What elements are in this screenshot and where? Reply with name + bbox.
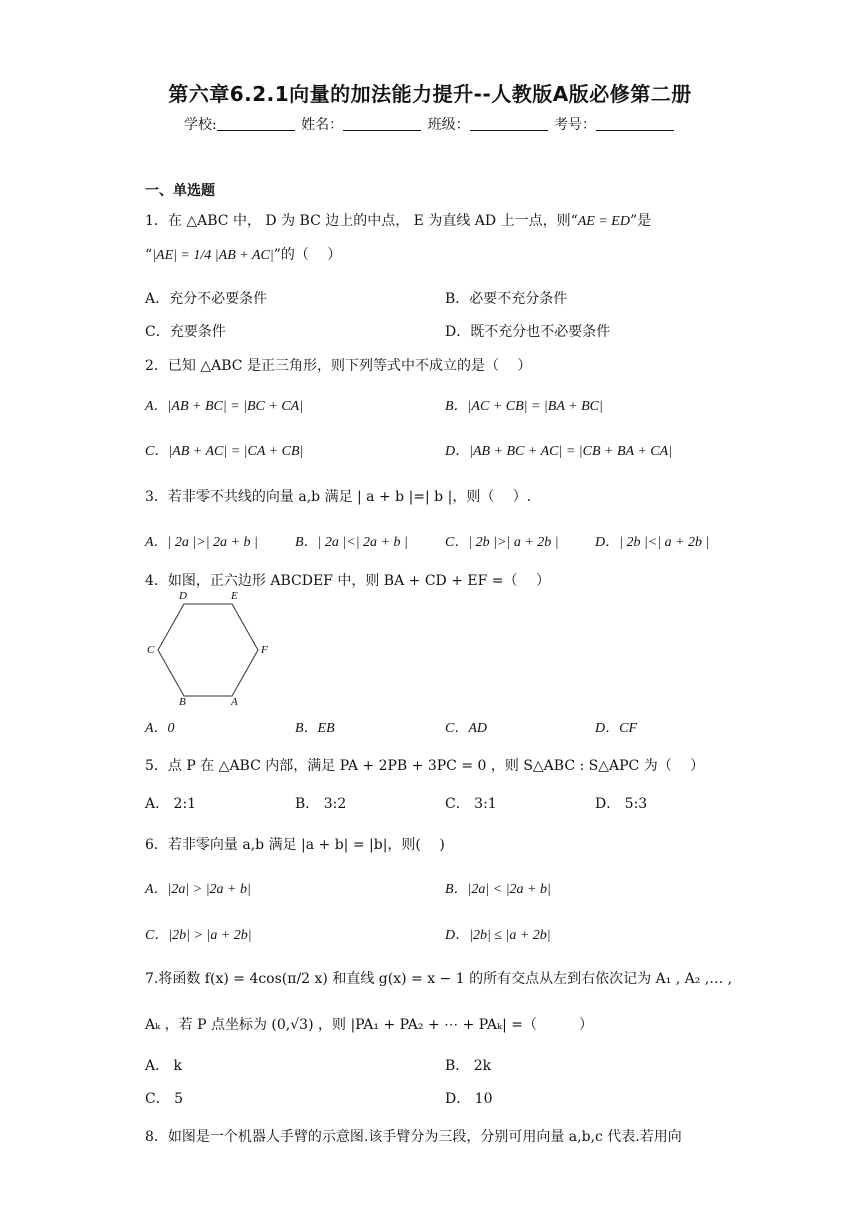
hexagon-figure — [145, 590, 275, 710]
hex-label-d: D — [179, 590, 187, 602]
q1-line2 — [145, 244, 341, 264]
section-title: 一、单选题 — [145, 183, 215, 199]
q3-option-d[interactable]: D．| 2b |<| a + 2b | — [595, 535, 710, 550]
q5-option-a[interactable]: A． 2:1 — [145, 796, 197, 812]
q1-line2-end: ”的（ ） — [273, 247, 342, 263]
page-title: 第六章6.2.1向量的加法能力提升--人教版A版必修第二册 — [168, 82, 692, 106]
q1-line1-text: 1．在 △ABC 中， D 为 BC 边上的中点， E 为直线 AD 上一点，则“ — [145, 213, 578, 229]
q2-option-c[interactable]: C．|AB + AC| = |CA + CB| — [145, 444, 304, 459]
hex-label-b: B — [179, 696, 186, 708]
exam-no-blank[interactable] — [596, 116, 674, 131]
q7-line1: 7.将函数 f(x) = 4cos(π/2 x) 和直线 g(x) = x − 1 的所有交点从左到右依次记为 A₁ , A₂ ,… , — [145, 971, 733, 987]
hex-label-e: E — [231, 590, 238, 602]
q4-option-d[interactable]: D．CF — [595, 721, 637, 736]
q3-stem: 3．若非零不共线的向量 a,b 满足 | a + b |=| b |，则（ ）. — [145, 489, 532, 505]
q3-option-a[interactable]: A．| 2a |>| 2a + b | — [145, 535, 258, 550]
hex-label-a: A — [231, 696, 238, 708]
q5-stem: 5．点 P 在 △ABC 内部，满足 PA + 2PB + 3PC = 0 ，则 S△ABC : S△APC 为（ ） — [145, 758, 705, 774]
q3-option-c[interactable]: C．| 2b |>| a + 2b | — [445, 535, 559, 550]
q4-option-b[interactable]: B．EB — [295, 721, 335, 736]
name-label: 姓名： — [301, 117, 344, 133]
q4-option-c[interactable]: C．AD — [445, 721, 487, 736]
q7-line2: Aₖ ，若 P 点坐标为 (0,√3) ，则 |PA₁ + PA₂ + ⋯ + PAₖ| =（ ） — [145, 1017, 594, 1033]
q1-option-b[interactable]: B．必要不充分条件 — [445, 291, 568, 307]
q3-option-b[interactable]: B．| 2a |<| 2a + b | — [295, 535, 408, 550]
q4-option-a[interactable]: A．0 — [145, 721, 175, 736]
q7-option-a[interactable]: A． k — [145, 1058, 183, 1074]
q6-option-d[interactable]: D．|2b| ≤ |a + 2b| — [445, 928, 551, 943]
q7-option-c[interactable]: C． 5 — [145, 1091, 184, 1107]
q5-option-c[interactable]: C． 3:1 — [445, 796, 497, 812]
q1-line1-end: ”是 — [629, 213, 652, 229]
exam-no-label: 考号： — [554, 117, 597, 133]
q7-option-d[interactable]: D． 10 — [445, 1091, 493, 1107]
school-blank[interactable] — [217, 116, 295, 131]
q2-option-d[interactable]: D．|AB + BC + AC| = |CB + BA + CA| — [445, 444, 673, 459]
q6-option-a[interactable]: A．|2a| > |2a + b| — [145, 882, 251, 897]
class-blank[interactable] — [470, 116, 548, 131]
q1-option-d[interactable]: D．既不充分也不必要条件 — [445, 324, 611, 340]
q1-option-c[interactable]: C．充要条件 — [145, 324, 226, 340]
name-blank[interactable] — [343, 116, 421, 131]
q6-option-b[interactable]: B．|2a| < |2a + b| — [445, 882, 551, 897]
hex-label-c: C — [147, 644, 155, 656]
q1-option-a[interactable]: A．充分不必要条件 — [145, 291, 268, 307]
q1-cond1: AE = ED — [577, 214, 630, 229]
q7-option-b[interactable]: B． 2k — [445, 1058, 492, 1074]
q5-option-b[interactable]: B． 3:2 — [295, 796, 347, 812]
q2-option-a[interactable]: A．|AB + BC| = |BC + CA| — [145, 399, 304, 414]
hex-label-f: F — [261, 644, 268, 656]
student-info-line — [0, 114, 860, 134]
q8-stem: 8．如图是一个机器人手臂的示意图.该手臂分为三段，分别可用向量 a,b,c 代表.若用向 — [145, 1129, 682, 1145]
q6-stem: 6．若非零向量 a,b 满足 |a + b| = |b|，则( ) — [145, 837, 445, 853]
q1-cond2: |AE| = 1/4 |AB + AC| — [152, 248, 274, 263]
q6-option-c[interactable]: C．|2b| > |a + 2b| — [145, 928, 252, 943]
class-label: 班级： — [427, 117, 470, 133]
q1-line1 — [145, 210, 651, 230]
q2-stem: 2．已知 △ABC 是正三角形，则下列等式中不成立的是（ ） — [145, 358, 532, 374]
hexagon-shape — [158, 604, 258, 696]
q2-option-b[interactable]: B．|AC + CB| = |BA + BC| — [445, 399, 603, 414]
q5-option-d[interactable]: D． 5:3 — [595, 796, 648, 812]
hexagon-svg — [145, 594, 275, 710]
q1-line2-prefix: “ — [145, 247, 153, 263]
school-label: 学校: — [183, 117, 217, 133]
q4-stem: 4．如图，正六边形 ABCDEF 中，则 BA + CD + EF =（ ） — [145, 573, 550, 589]
